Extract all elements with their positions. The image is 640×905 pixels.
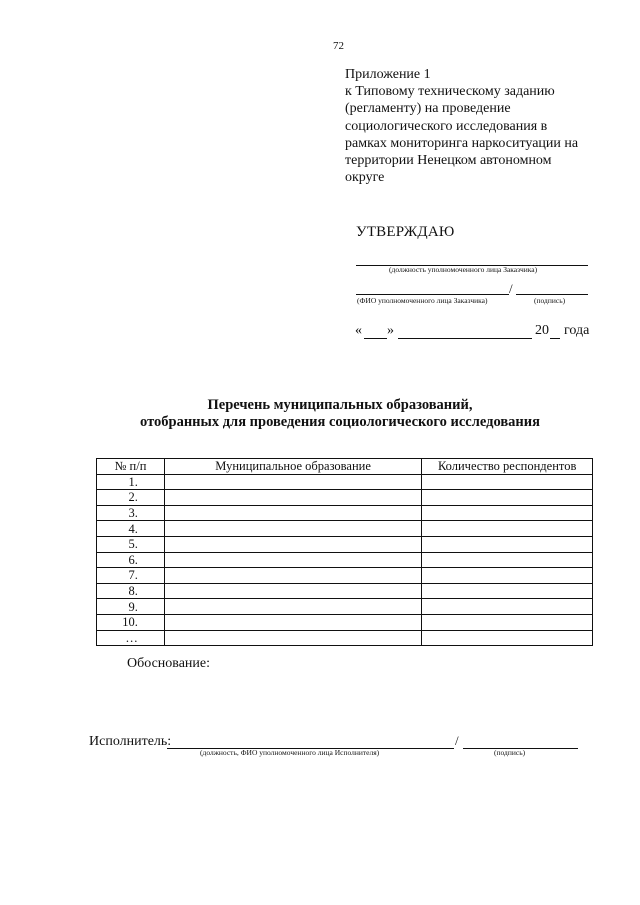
row-municipality: [164, 505, 421, 521]
date-month-line: [398, 338, 532, 339]
signature-caption: (подпись): [534, 296, 566, 305]
appendix-line: территории Ненецком автономном: [345, 153, 552, 169]
table-row: [97, 521, 593, 537]
row-respondents: [422, 474, 593, 490]
row-respondents: [422, 614, 593, 630]
row-municipality: [164, 490, 421, 506]
row-respondents: [422, 490, 593, 506]
table-row: [97, 536, 593, 552]
name-line: [356, 294, 509, 295]
table-header-row: [97, 459, 593, 475]
document-title-line1: Перечень муниципальных образований,: [207, 397, 473, 413]
table-row: [97, 614, 593, 630]
appendix-line: социологического исследования в: [345, 118, 548, 134]
row-respondents: [422, 630, 593, 646]
row-number: 2.: [97, 490, 165, 506]
row-number: 9.: [97, 599, 165, 615]
row-municipality: [164, 552, 421, 568]
row-municipality: [164, 614, 421, 630]
row-respondents: [422, 583, 593, 599]
row-municipality: [164, 599, 421, 615]
page-number: 72: [333, 40, 344, 52]
appendix-line: к Типовому техническому заданию: [345, 84, 555, 100]
appendix-line: (регламенту) на проведение: [345, 101, 511, 117]
signature-line: [516, 294, 588, 295]
row-number: 10.: [97, 614, 165, 630]
table-row: [97, 630, 593, 646]
table-row: [97, 599, 593, 615]
row-respondents: [422, 521, 593, 537]
date-open-quote: «: [355, 323, 362, 338]
header-respondents: Количество респондентов: [422, 459, 593, 475]
row-municipality: [164, 536, 421, 552]
position-caption: (должность уполномоченного лица Заказчика): [389, 265, 538, 274]
row-respondents: [422, 599, 593, 615]
appendix-line: рамках мониторинга наркоситуации на: [345, 135, 579, 151]
row-number: 7.: [97, 568, 165, 584]
document-title-line2: отобранных для проведения социологического исследования: [140, 414, 540, 430]
name-signature-slash: /: [509, 281, 513, 296]
table-row: [97, 568, 593, 584]
date-day-line: [364, 338, 387, 339]
row-respondents: [422, 536, 593, 552]
row-number: 3.: [97, 505, 165, 521]
name-caption: (ФИО уполномоченного лица Заказчика): [357, 296, 488, 305]
table-row: [97, 552, 593, 568]
table-row: [97, 505, 593, 521]
row-number: 5.: [97, 536, 165, 552]
row-municipality: [164, 568, 421, 584]
row-respondents: [422, 568, 593, 584]
appendix-header: [345, 66, 605, 186]
header-municipality: Муниципальное образование: [164, 459, 421, 475]
row-number: 4.: [97, 521, 165, 537]
date-close-quote: »: [387, 323, 394, 338]
row-municipality: [164, 630, 421, 646]
row-municipality: [164, 583, 421, 599]
appendix-line: Приложение 1: [345, 67, 431, 82]
header-number: № п/п: [97, 459, 165, 475]
table-row: [97, 583, 593, 599]
row-number: 8.: [97, 583, 165, 599]
executor-slash: /: [455, 733, 459, 748]
row-municipality: [164, 474, 421, 490]
executor-position-caption: (должность, ФИО уполномоченного лица Исполнителя): [200, 748, 380, 757]
row-number: 6.: [97, 552, 165, 568]
table-row: [97, 474, 593, 490]
table-row: [97, 490, 593, 506]
date-year-suffix: года: [564, 323, 590, 338]
basis-label: Обоснование:: [127, 656, 211, 671]
row-respondents: [422, 505, 593, 521]
date-year-prefix: 20: [535, 323, 549, 338]
approval-heading: УТВЕРЖДАЮ: [356, 224, 455, 240]
row-respondents: [422, 552, 593, 568]
row-number: …: [97, 630, 165, 646]
row-municipality: [164, 521, 421, 537]
executor-signature-caption: (подпись): [494, 748, 526, 757]
appendix-line: округе: [345, 170, 385, 186]
municipalities-table: [96, 458, 593, 646]
date-year-line: [550, 338, 560, 339]
row-number: 1.: [97, 474, 165, 490]
executor-label: Исполнитель:: [89, 734, 172, 749]
